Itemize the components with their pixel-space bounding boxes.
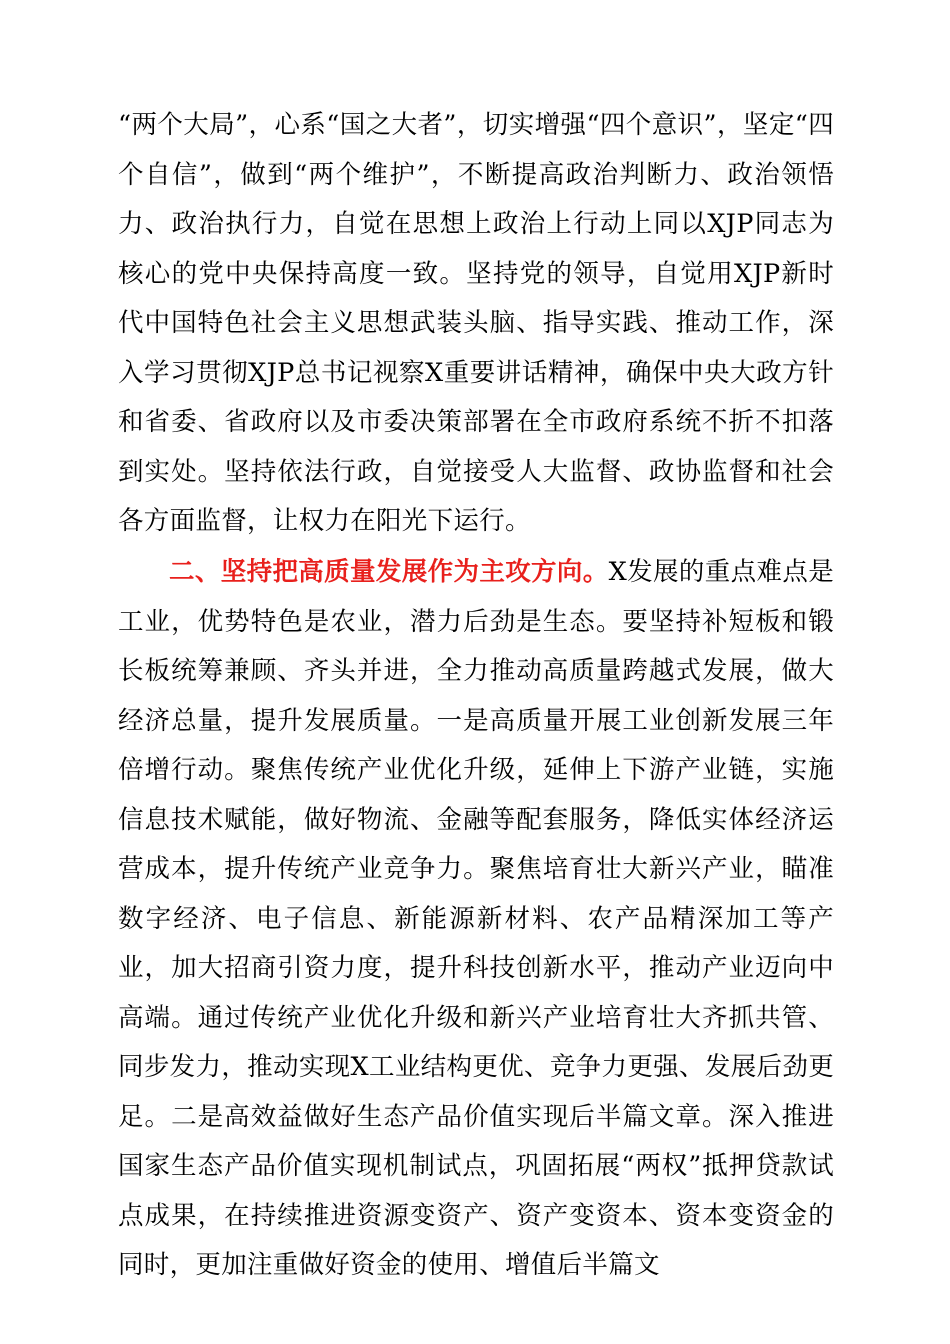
paragraph-political-loyalty: “两个大局”，心系“国之大者”，切实增强“四个意识”，坚定“四个自信”，做到“两个维护”，不断提高政治判断力、政治领悟力、政治执行力，自觉在思想上政治上行动上同以XJP同志为核心的党中央保持高度一致。坚持党的领导，自觉用XJP新时代中国特色社会主义思想武装头脑、指导实践、推动工作，深入学习贯彻XJP总书记视察X重要讲话精神，确保中央大政方针和省委、省政府以及市委决策部署在全市政府系统不折不扣落到实处。坚持依法行政，自觉接受人大监督、政协监督和社会各方面监督，让权力在阳光下运行。 <box>118 110 834 536</box>
paragraph-high-quality-development <box>118 548 834 1291</box>
section-heading: 二、坚持把高质量发展作为主攻方向。 <box>169 557 609 587</box>
section-body: X发展的重点难点是工业，优势特色是农业，潜力后劲是生态。要坚持补短板和锻长板统筹兼顾、齐头并进，全力推动高质量跨越式发展，做大经济总量，提升发展质量。一是高质量开展工业创新发展三年倍增行动。聚焦传统产业优化升级，延伸上下游产业链，实施信息技术赋能，做好物流、金融等配套服务，降低实体经济运营成本，提升传统产业竞争力。聚焦培育壮大新兴产业，瞄准数字经济、电子信息、新能源新材料、农产品精深加工等产业，加大招商引资力度，提升科技创新水平，推动产业迈向中高端。通过传统产业优化升级和新兴产业培育壮大齐抓共管、同步发力，推动实现X工业结构更优、竞争力更强、发展后劲更足。二是高效益做好生态产品价值实现后半篇文章。深入推进国家生态产品价值实现机制试点，巩固拓展“两权”抵押贷款试点成果，在持续推进资源变资产、资产变资本、资本变资金的同时，更加注重做好资金的使用、增值后半篇文 <box>118 557 835 1280</box>
